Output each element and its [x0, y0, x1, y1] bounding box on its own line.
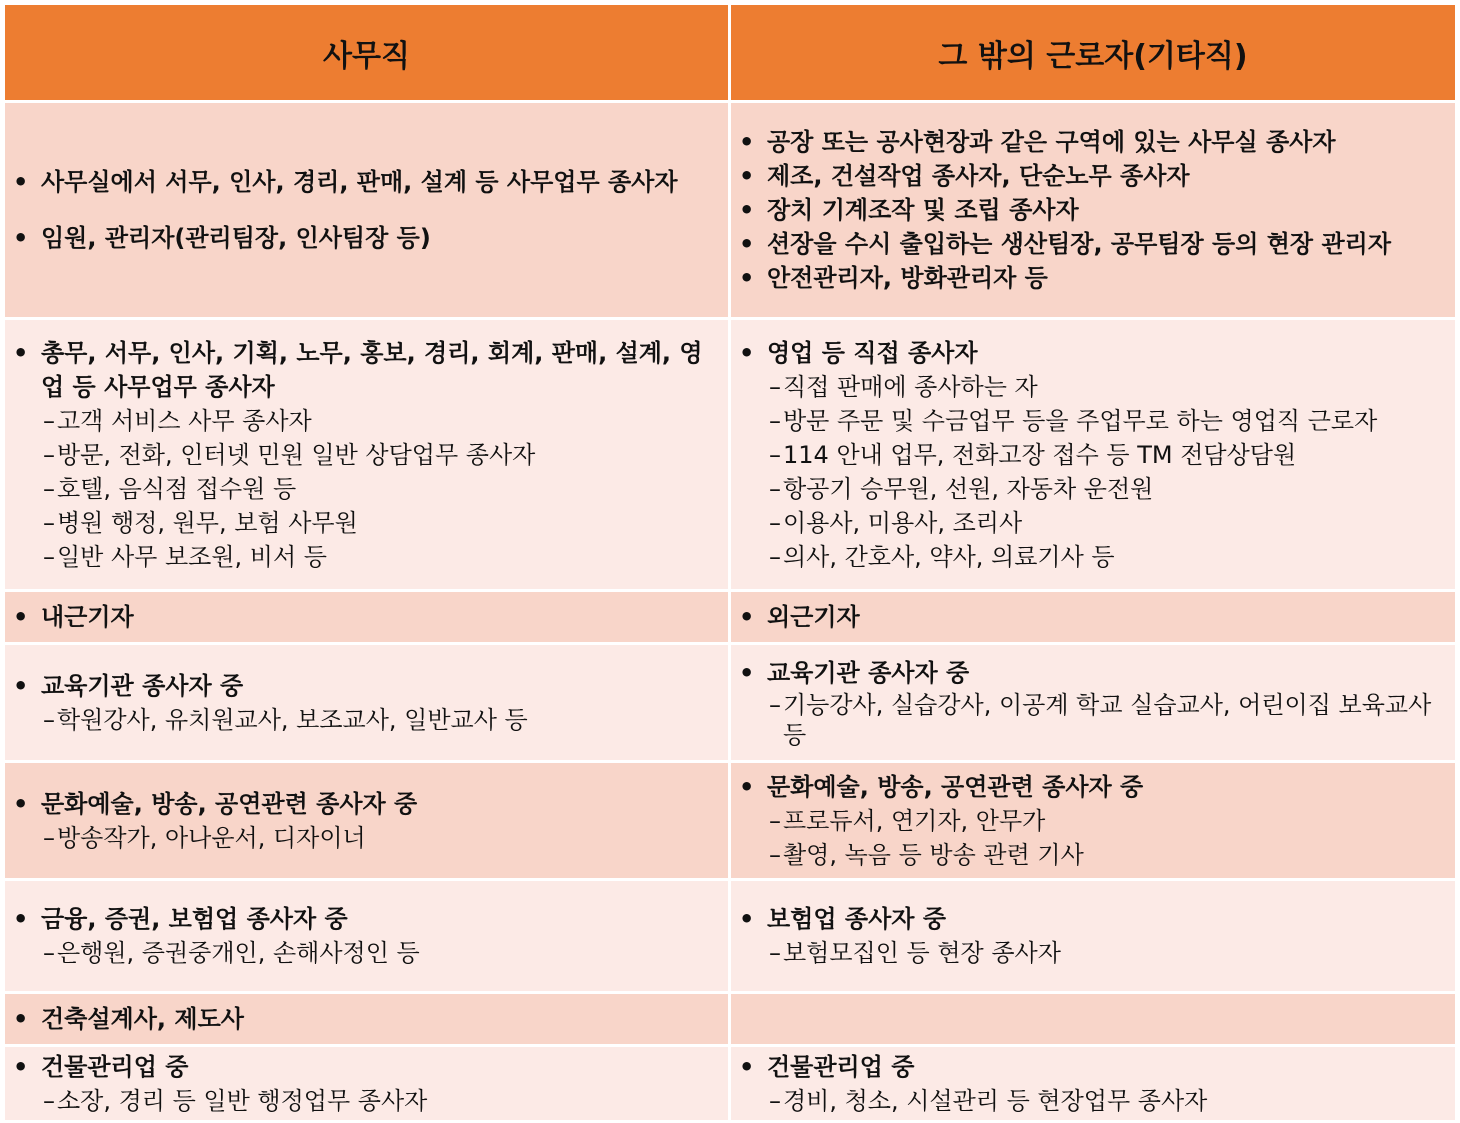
list-item: • 문화예술, 방송, 공연관련 종사자 중: [11, 787, 724, 821]
row7-right-cell-empty: [730, 993, 1457, 1046]
sub-item: – 의사, 간호사, 약사, 의료기사 등: [737, 540, 1451, 574]
row8-left-cell: [4, 1046, 730, 1122]
sub-item: – 프로듀서, 연기자, 안무가: [737, 804, 1451, 838]
list-item: • 건물관리업 중: [737, 1050, 1451, 1084]
row3-right-cell: [730, 591, 1457, 644]
row8-right-cell: [730, 1046, 1457, 1122]
row1-left-cell: [4, 102, 730, 319]
row4-left-cell: [4, 644, 730, 762]
row5-right-cell: [730, 762, 1457, 880]
sub-item: – 직접 판매에 종사하는 자: [737, 370, 1451, 404]
sub-item: – 은행원, 증권중개인, 손해사정인 등: [11, 936, 724, 970]
list-item: • 건축설계사, 제도사: [11, 1002, 724, 1036]
row7-left-cell: [4, 993, 730, 1046]
list-item: • 보험업 종사자 중: [737, 902, 1451, 936]
sub-item: – 이용사, 미용사, 조리사: [737, 506, 1451, 540]
sub-item: – 병원 행정, 원무, 보험 사무원: [11, 506, 724, 540]
list-item: • 공장 또는 공사현장과 같은 구역에 있는 사무실 종사자: [737, 125, 1451, 159]
sub-item: – 일반 사무 보조원, 비서 등: [11, 540, 724, 574]
table-row: [4, 102, 1457, 319]
list-item: • 건물관리업 중: [11, 1050, 724, 1084]
table-row: [4, 1046, 1457, 1122]
row6-right-cell: [730, 880, 1457, 993]
list-item: • 금융, 증권, 보험업 종사자 중: [11, 902, 724, 936]
sub-item: – 114 안내 업무, 전화고장 접수 등 TM 전담상담원: [737, 438, 1451, 472]
table-row: [4, 762, 1457, 880]
row2-right-cell: [730, 319, 1457, 591]
list-item: • 제조, 건설작업 종사자, 단순노무 종사자: [737, 159, 1451, 193]
list-item: • 영업 등 직접 종사자: [737, 336, 1451, 370]
list-item: • 총무, 서무, 인사, 기획, 노무, 홍보, 경리, 회계, 판매, 설계, 영업 등 사무업무 종사자: [11, 336, 724, 404]
sub-item: – 호텔, 음식점 접수원 등: [11, 472, 724, 506]
table-row: [4, 880, 1457, 993]
sub-item: – 고객 서비스 사무 종사자: [11, 404, 724, 438]
list-item: • 내근기자: [11, 600, 724, 634]
row4-right-cell: [730, 644, 1457, 762]
list-item: • 문화예술, 방송, 공연관련 종사자 중: [737, 770, 1451, 804]
row3-left-cell: [4, 591, 730, 644]
sub-item: – 방송작가, 아나운서, 디자이너: [11, 821, 724, 855]
header-other-workers: 그 밖의 근로자(기타직): [730, 4, 1457, 102]
sub-item: – 보험모집인 등 현장 종사자: [737, 936, 1451, 970]
list-item: • 션장을 수시 출입하는 생산팀장, 공무팀장 등의 현장 관리자: [737, 227, 1451, 261]
sub-item: – 항공기 승무원, 선원, 자동차 운전원: [737, 472, 1451, 506]
sub-item: – 학원강사, 유치원교사, 보조교사, 일반교사 등: [11, 703, 724, 737]
sub-item: – 기능강사, 실습강사, 이공계 학교 실습교사, 어린이집 보육교사 등: [737, 690, 1451, 750]
row1-right-cell: [730, 102, 1457, 319]
list-item: • 임원, 관리자(관리팀장, 인사팀장 등): [11, 221, 724, 255]
table-row: [4, 319, 1457, 591]
list-item: • 사무실에서 서무, 인사, 경리, 판매, 설계 등 사무업무 종사자: [11, 165, 724, 199]
row5-left-cell: [4, 762, 730, 880]
sub-item: – 촬영, 녹음 등 방송 관련 기사: [737, 838, 1451, 872]
row6-left-cell: [4, 880, 730, 993]
row2-left-cell: [4, 319, 730, 591]
list-item: • 교육기관 종사자 중: [737, 656, 1451, 690]
list-item: • 교육기관 종사자 중: [11, 669, 724, 703]
sub-item: – 방문, 전화, 인터넷 민원 일반 상담업무 종사자: [11, 438, 724, 472]
table-row: [4, 644, 1457, 762]
list-item: • 장치 기계조작 및 조립 종사자: [737, 193, 1451, 227]
job-classification-table: [2, 2, 1458, 1123]
list-item: • 안전관리자, 방화관리자 등: [737, 261, 1451, 295]
table-row: [4, 591, 1457, 644]
sub-item: – 방문 주문 및 수금업무 등을 주업무로 하는 영업직 근로자: [737, 404, 1451, 438]
header-office-jobs: 사무직: [4, 4, 730, 102]
table-row: [4, 993, 1457, 1046]
sub-item: – 경비, 청소, 시설관리 등 현장업무 종사자: [737, 1084, 1451, 1118]
list-item: • 외근기자: [737, 600, 1451, 634]
sub-item: – 소장, 경리 등 일반 행정업무 종사자: [11, 1084, 724, 1118]
